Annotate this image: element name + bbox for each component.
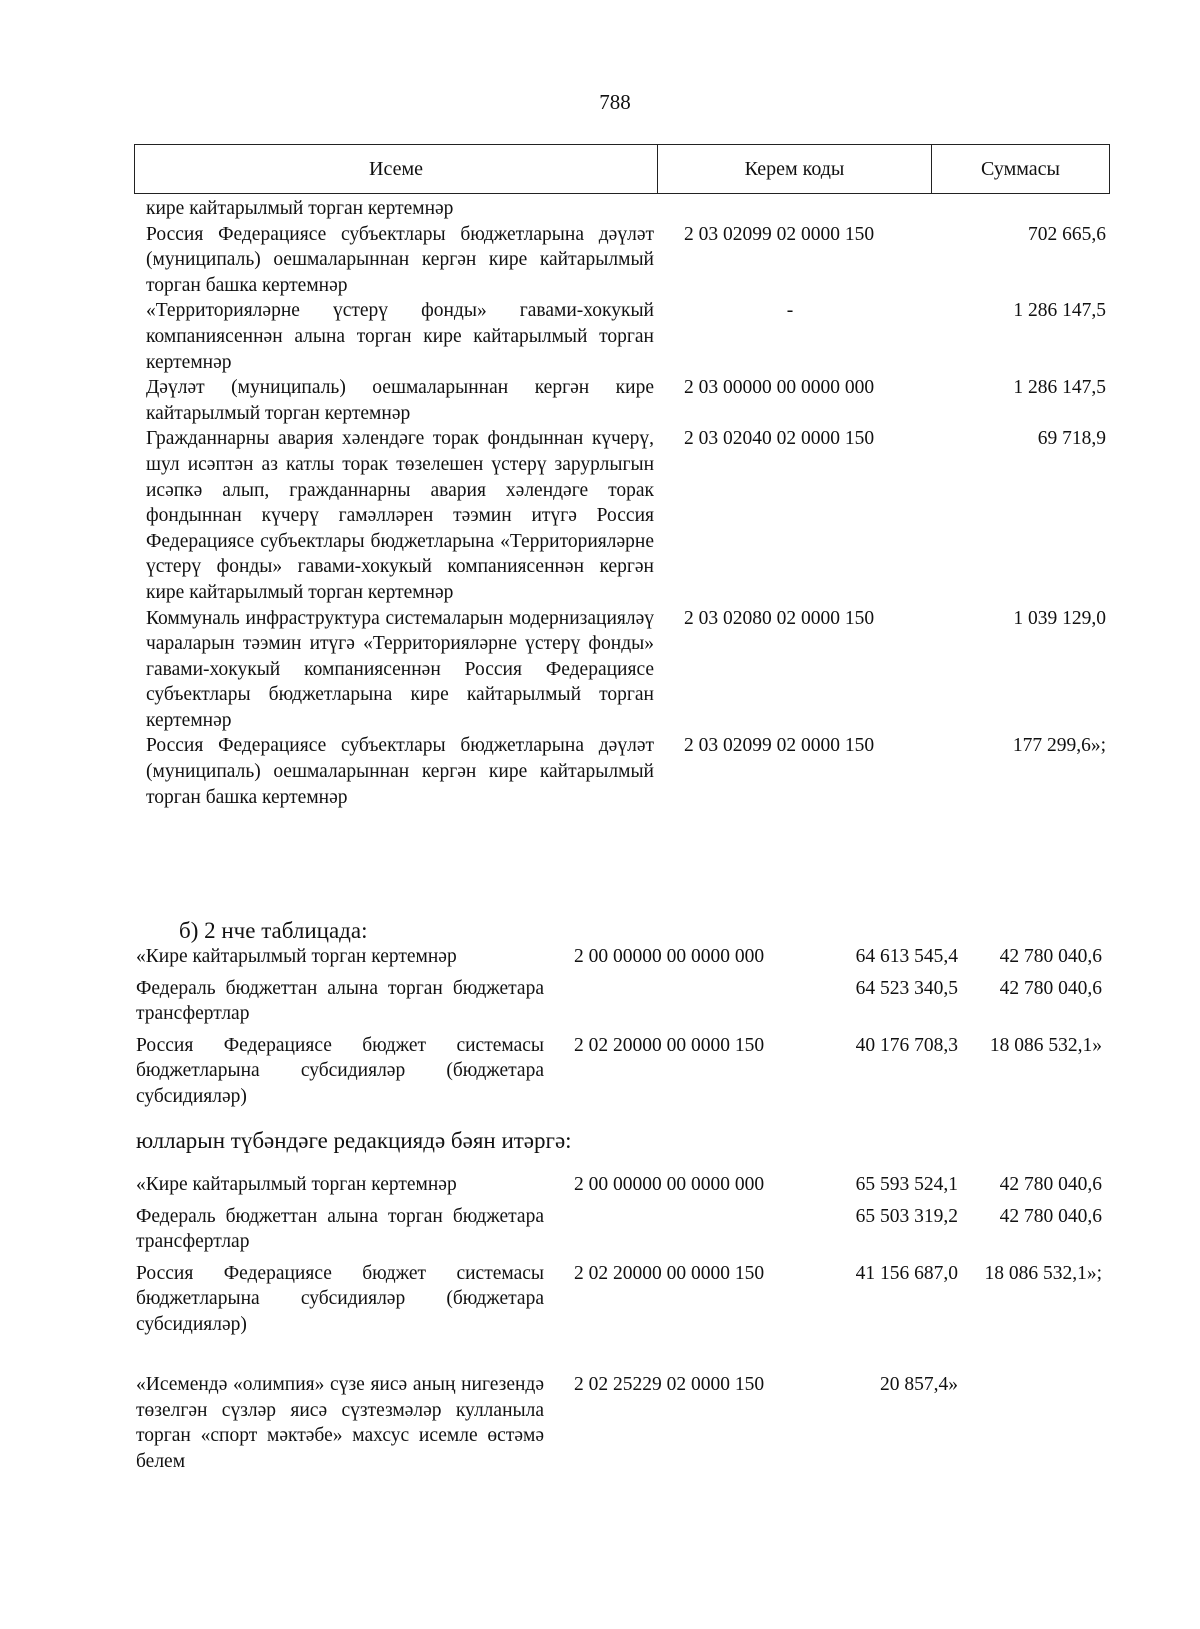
table-row (146, 606, 1106, 734)
row-sum: 69 718,9 (1037, 428, 1106, 450)
row-name: Гражданнарны авария хәлендәге торак фондыннан күчерү, шул исәптән аз катлы торак төзелешен үстерү зарурлыгын исәпкә алып, гражданнарны авария хәлендәге торак фондыннан күчерү гамәлләрен тәэмин итүгә Россия Федерациясе субъектлары бюджетларына «Территорияләрне үстерү фонды» гавами-хокукый компаниясеннән кергән кире кайтарылмый торган кертемнәр (146, 428, 654, 603)
row-name: «Кире кайтарылмый торган кертемнәр (136, 946, 457, 967)
table-row (136, 1172, 1102, 1198)
table-row (146, 222, 1106, 299)
table-row (146, 298, 1106, 375)
table-row (136, 976, 1102, 1027)
row-value-1: 41 156 687,0 (855, 1262, 958, 1284)
row-value-1: 40 176 708,3 (855, 1034, 958, 1056)
row-sum: 1 286 147,5 (1013, 377, 1106, 399)
column-header-sum: Суммасы (981, 157, 1060, 180)
row-name: кире кайтарылмый торган кертемнәр (146, 198, 454, 219)
section-b-heading: б) 2 нче таблицада: (179, 918, 368, 943)
income-table (146, 196, 1106, 810)
table-row (136, 1033, 1102, 1110)
table-row (146, 375, 1106, 426)
row-code: 2 02 20000 00 0000 150 (574, 1034, 765, 1056)
row-code (544, 1204, 806, 1255)
row-value-2: 18 086 532,1» (989, 1034, 1102, 1056)
table2-new-rows (136, 1172, 1102, 1344)
row-code: 2 02 20000 00 0000 150 (574, 1262, 765, 1284)
column-header-code: Керем коды (658, 145, 932, 193)
row-name: «Территорияләрне үстерү фонды» гавами-хокукый компаниясеннән алына торган кире кайтарылмый торган кертемнәр (146, 300, 654, 373)
row-value-1: 64 613 545,4 (855, 946, 958, 967)
row-code: 2 02 25229 02 0000 150 (574, 1374, 765, 1395)
row-code: 2 03 02080 02 0000 150 (684, 607, 875, 629)
row-sum: 177 299,6»; (1012, 735, 1106, 757)
table-row (146, 733, 1106, 810)
row-code: 2 03 02099 02 0000 150 (684, 223, 875, 245)
table-row (136, 1204, 1102, 1255)
row-name: Федераль бюджеттан алына торган бюджетара трансфертлар (136, 977, 544, 1025)
row-code (544, 976, 806, 1027)
row-value-1: 65 593 524,1 (855, 1174, 958, 1195)
table2-old-rows (136, 944, 1102, 1116)
row-name: «Кире кайтарылмый торган кертемнәр (136, 1174, 457, 1195)
row-name: Дәүләт (муниципаль) оешмаларыннан кергән кире кайтарылмый торган кертемнәр (146, 377, 654, 424)
replace-instruction: юлларын түбәндәге редакциядә бәян итәргә: (136, 1128, 572, 1153)
row-sum (926, 196, 1106, 222)
row-name: Коммуналь инфраструктура системаларын модернизацияләү чараларын тәэмин итүгә «Территорияләрне үстерү фонды» гавами-хокукый компаниясеннән Россия Федерациясе субъектлары бюджетларына кире кайтарылмый торган кертемнәр (146, 607, 654, 731)
row-code: 2 00 00000 00 0000 000 (574, 1174, 765, 1195)
row-value-2: 42 780 040,6 (999, 977, 1102, 999)
row-value-2: 42 780 040,6 (999, 1174, 1102, 1195)
table-row (136, 944, 1102, 970)
table-row (146, 426, 1106, 605)
table2-added-row (136, 1372, 1102, 1480)
row-name: «Исемендә «олимпия» сүзе яисә аның нигезендә төзелгән сүзләр яисә сүзтезмәләр кулланыла торган «спорт мәктәбе» махсус исемле өстәмә белем (136, 1374, 544, 1472)
page-number: 788 (599, 90, 631, 114)
row-sum: 702 665,6 (1028, 223, 1106, 245)
row-value-2: 18 086 532,1»; (984, 1262, 1102, 1284)
row-name: Россия Федерациясе бюджет системасы бюджетларына субсидияләр (бюджетара субсидияләр) (136, 1034, 544, 1107)
row-value-1: 64 523 340,5 (855, 977, 958, 999)
row-code: 2 03 02099 02 0000 150 (684, 735, 875, 757)
row-sum: 1 039 129,0 (1013, 607, 1106, 629)
row-code: - (786, 300, 794, 322)
row-name: Россия Федерациясе бюджет системасы бюджетларына субсидияләр (бюджетара субсидияләр) (136, 1262, 544, 1335)
row-code: 2 00 00000 00 0000 000 (574, 946, 765, 967)
row-name: Россия Федерациясе субъектлары бюджетларына дәүләт (муниципаль) оешмаларыннан кергән кире кайтарылмый торган башка кертемнәр (146, 735, 654, 808)
column-header-name: Исеме (135, 145, 658, 193)
row-code (654, 196, 926, 222)
table-header (134, 144, 1110, 194)
row-code: 2 03 00000 00 0000 000 (684, 377, 875, 399)
row-value-2: 42 780 040,6 (999, 946, 1102, 967)
table-row (136, 1372, 1102, 1474)
table-row (146, 196, 1106, 222)
row-sum: 1 286 147,5 (1013, 300, 1106, 322)
row-value-2: 42 780 040,6 (999, 1205, 1102, 1227)
row-code: 2 03 02040 02 0000 150 (684, 428, 875, 450)
table-row (136, 1261, 1102, 1338)
row-name: Россия Федерациясе субъектлары бюджетларына дәүләт (муниципаль) оешмаларыннан кергән кире кайтарылмый торган башка кертемнәр (146, 223, 654, 296)
row-name: Федераль бюджеттан алына торган бюджетара трансфертлар (136, 1205, 544, 1253)
row-value-1: 20 857,4» (880, 1374, 958, 1395)
row-value-1: 65 503 319,2 (855, 1205, 958, 1227)
